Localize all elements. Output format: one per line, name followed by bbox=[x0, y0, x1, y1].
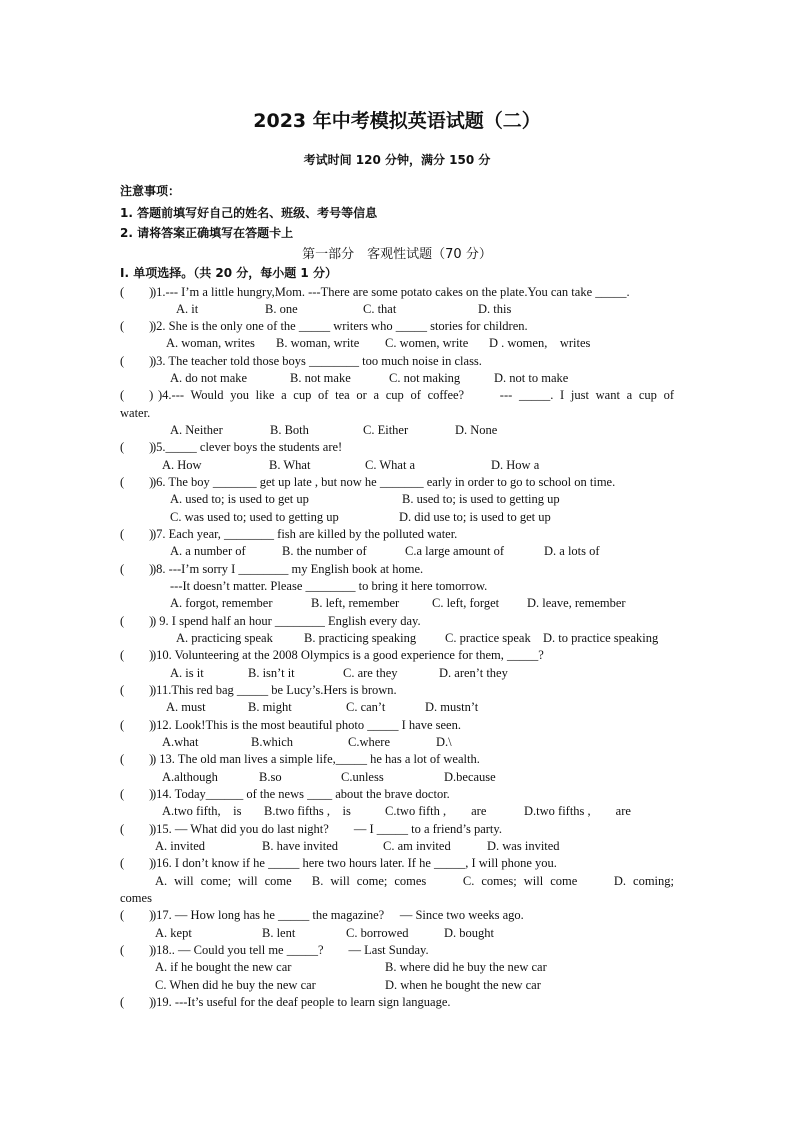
answer-blank: ( ) bbox=[120, 440, 154, 454]
question-4-continued bbox=[0, 405, 794, 422]
option-a: A. used to; is used to get up bbox=[170, 492, 309, 506]
option-a: A. kept bbox=[155, 926, 192, 940]
option-d: D.two fifths , are bbox=[524, 804, 631, 818]
option-c: C. left, forget bbox=[432, 596, 500, 610]
option-b: B. have invited bbox=[262, 839, 339, 853]
question-15-options bbox=[0, 838, 794, 855]
answer-blank: ( ) bbox=[120, 388, 154, 402]
question-2-options bbox=[0, 335, 794, 352]
answer-blank: ( ) bbox=[120, 822, 154, 836]
question-13-options bbox=[0, 769, 794, 786]
option-b: B. one bbox=[265, 302, 298, 316]
question-16-options bbox=[0, 873, 794, 890]
question-16-continued bbox=[0, 890, 794, 907]
option-c: C.unless bbox=[341, 770, 384, 784]
question-stem: )16. I don’t know if he _____ here two hours later. If he _____, I will phone you. bbox=[152, 856, 557, 870]
option-b: B. Both bbox=[270, 423, 309, 437]
question-16 bbox=[0, 855, 794, 872]
option-b: B.which bbox=[251, 735, 294, 749]
question-7 bbox=[0, 526, 794, 543]
question-11-options bbox=[0, 699, 794, 716]
answer-blank: ( ) bbox=[120, 995, 154, 1009]
part-title: 第一部分 客观性试题（70 分） bbox=[302, 247, 492, 262]
answer-blank: ( ) bbox=[120, 614, 154, 628]
question-17-options bbox=[0, 925, 794, 942]
question-stem: )1.--- I’m a little hungry,Mom. ---There are some potato cakes on the plate.You can take _____. bbox=[152, 285, 630, 299]
answer-blank: ( ) bbox=[120, 285, 154, 299]
question-8 bbox=[0, 561, 794, 578]
option-b: B. isn’t it bbox=[248, 666, 295, 680]
option-b: B.so bbox=[259, 770, 282, 784]
question-2 bbox=[0, 318, 794, 335]
question-4-options bbox=[0, 422, 794, 439]
option-d: D. How a bbox=[491, 458, 540, 472]
option-c: C. Either bbox=[363, 423, 409, 437]
option-a: A. forgot, remember bbox=[170, 596, 273, 610]
option-d: D. bought bbox=[444, 926, 494, 940]
question-stem: )12. Look!This is the most beautiful photo _____ I have seen. bbox=[152, 718, 461, 732]
question-9-options bbox=[0, 630, 794, 647]
question-18 bbox=[0, 942, 794, 959]
question-stem: )10. Volunteering at the 2008 Olympics is a good experience for them, _____? bbox=[152, 648, 544, 662]
option-d: D. not to make bbox=[494, 371, 569, 385]
option-b: B. woman, write bbox=[276, 336, 360, 350]
option-a: A. invited bbox=[155, 839, 205, 853]
option-c: C. women, write bbox=[385, 336, 469, 350]
option-c: C.where bbox=[348, 735, 390, 749]
question-14-options bbox=[0, 803, 794, 820]
option-a: A. woman, writes bbox=[166, 336, 255, 350]
option-c: C. borrowed bbox=[346, 926, 409, 940]
option-b: B.two fifths , is bbox=[264, 804, 351, 818]
question-stem: )18.. — Could you tell me _____? — Last Sunday. bbox=[152, 943, 429, 957]
option-d: D.because bbox=[444, 770, 496, 784]
option-a: A. if he bought the new car bbox=[155, 960, 292, 974]
question-17 bbox=[0, 907, 794, 924]
option-d: D. None bbox=[455, 423, 498, 437]
option-a: A.what bbox=[162, 735, 199, 749]
question-stem-continued: comes bbox=[120, 891, 152, 905]
question-stem: )5._____ clever boys the students are! bbox=[152, 440, 343, 454]
option-c: C. can’t bbox=[346, 700, 386, 714]
option-c: C. that bbox=[363, 302, 397, 316]
question-1-options bbox=[0, 301, 794, 318]
notes-heading: 注意事项： bbox=[120, 184, 181, 198]
answer-blank: ( ) bbox=[120, 562, 154, 576]
question-10 bbox=[0, 647, 794, 664]
question-19 bbox=[0, 994, 794, 1011]
page-title: 2023 年中考模拟英语试题（二） bbox=[253, 110, 541, 132]
option-c: C. When did he buy the new car bbox=[155, 978, 316, 992]
option-a: A.although bbox=[162, 770, 218, 784]
option-c: C. are they bbox=[343, 666, 398, 680]
option-d: D. aren’t they bbox=[439, 666, 508, 680]
option-d: D.\ bbox=[436, 735, 452, 749]
question-1 bbox=[0, 284, 794, 301]
answer-blank: ( ) bbox=[120, 648, 154, 662]
option-b: B. the number of bbox=[282, 544, 367, 558]
question-stem: ) 13. The old man lives a simple life,_____ he has a lot of wealth. bbox=[152, 752, 480, 766]
question-3-options bbox=[0, 370, 794, 387]
answer-blank: ( ) bbox=[120, 718, 154, 732]
question-stem-continued: water. bbox=[120, 406, 151, 420]
question-12 bbox=[0, 717, 794, 734]
answer-blank: ( ) bbox=[120, 943, 154, 957]
question-stem: )15. — What did you do last night? — I _____ to a friend’s party. bbox=[152, 822, 502, 836]
question-11 bbox=[0, 682, 794, 699]
question-10-options bbox=[0, 665, 794, 682]
question-6-options-2 bbox=[0, 509, 794, 526]
option-c: C. What a bbox=[365, 458, 416, 472]
option-b: B. What bbox=[269, 458, 311, 472]
option-b: B. left, remember bbox=[311, 596, 400, 610]
option-b: B. used to; is used to getting up bbox=[402, 492, 560, 506]
option-a: A. Neither bbox=[170, 423, 223, 437]
question-16-option-line: A. will come; will come B. will come; comes C. comes; will come D. coming; bbox=[155, 874, 674, 888]
option-d: D. to practice speaking bbox=[543, 631, 659, 645]
answer-blank: ( ) bbox=[120, 908, 154, 922]
option-a: A. How bbox=[162, 458, 202, 472]
option-c: C. not making bbox=[389, 371, 461, 385]
option-c: C. was used to; used to getting up bbox=[170, 510, 339, 524]
option-d: D. was invited bbox=[487, 839, 560, 853]
option-a: A. do not make bbox=[170, 371, 248, 385]
question-12-options bbox=[0, 734, 794, 751]
note-item: 2. 请将答案正确填写在答题卡上 bbox=[120, 226, 294, 240]
question-5 bbox=[0, 439, 794, 456]
option-a: A. practicing speak bbox=[176, 631, 273, 645]
question-stem: )19. ---It’s useful for the deaf people to learn sign language. bbox=[152, 995, 451, 1009]
option-b: B. might bbox=[248, 700, 292, 714]
question-5-options bbox=[0, 457, 794, 474]
question-18-options-2 bbox=[0, 977, 794, 994]
option-d: D. when he bought the new car bbox=[385, 978, 541, 992]
option-b: B. not make bbox=[290, 371, 351, 385]
question-stem: )6. The boy _______ get up late , but now he _______ early in order to go to school on time. bbox=[152, 475, 616, 489]
answer-blank: ( ) bbox=[120, 856, 154, 870]
question-stem: )8. ---I’m sorry I ________ my English book at home. bbox=[152, 562, 424, 576]
question-13 bbox=[0, 751, 794, 768]
question-18-options bbox=[0, 959, 794, 976]
option-d: D. leave, remember bbox=[527, 596, 626, 610]
question-stem: )4.--- Would you like a cup of tea or a cup of coffee? --- _____. I just want a cup of bbox=[158, 388, 674, 402]
question-6-options bbox=[0, 491, 794, 508]
option-b: B. practicing speaking bbox=[304, 631, 417, 645]
answer-blank: ( ) bbox=[120, 527, 154, 541]
question-stem: )2. She is the only one of the _____ writers who _____ stories for children. bbox=[152, 319, 528, 333]
question-stem-line-2: ---It doesn’t matter. Please ________ to bring it here tomorrow. bbox=[170, 579, 488, 593]
exam-duration: 考试时间 120 分钟，满分 150 分 bbox=[303, 153, 491, 167]
question-14 bbox=[0, 786, 794, 803]
question-3 bbox=[0, 353, 794, 370]
option-b: B. where did he buy the new car bbox=[385, 960, 547, 974]
answer-blank: ( ) bbox=[120, 354, 154, 368]
answer-blank: ( ) bbox=[120, 683, 154, 697]
option-d: D. did use to; is used to get up bbox=[399, 510, 551, 524]
question-8-options bbox=[0, 595, 794, 612]
note-item: 1. 答题前填写好自己的姓名、班级、考号等信息 bbox=[120, 206, 378, 220]
question-15 bbox=[0, 821, 794, 838]
option-d: D. mustn’t bbox=[425, 700, 479, 714]
option-a: A. it bbox=[176, 302, 199, 316]
option-c: C. am invited bbox=[383, 839, 451, 853]
option-c: C.a large amount of bbox=[405, 544, 505, 558]
option-a: A.two fifth, is bbox=[162, 804, 242, 818]
option-b: B. lent bbox=[262, 926, 296, 940]
option-c: C.two fifth , are bbox=[385, 804, 487, 818]
question-stem: ) 9. I spend half an hour ________ English every day. bbox=[152, 614, 421, 628]
option-d: D . women, writes bbox=[489, 336, 591, 350]
question-stem: )3. The teacher told those boys ________ too much noise in class. bbox=[152, 354, 482, 368]
question-8-line-2 bbox=[0, 578, 794, 595]
answer-blank: ( ) bbox=[120, 475, 154, 489]
option-a: A. a number of bbox=[170, 544, 246, 558]
question-9 bbox=[0, 613, 794, 630]
question-stem: )7. Each year, ________ fish are killed by the polluted water. bbox=[152, 527, 458, 541]
question-stem: )11.This red bag _____ be Lucy’s.Hers is brown. bbox=[152, 683, 397, 697]
question-7-options bbox=[0, 543, 794, 560]
question-stem: )14. Today______ of the news ____ about the brave doctor. bbox=[152, 787, 450, 801]
option-a: A. is it bbox=[170, 666, 204, 680]
option-d: D. a lots of bbox=[544, 544, 600, 558]
section-title: Ⅰ. 单项选择。（共 20 分，每小题 1 分） bbox=[120, 266, 337, 280]
answer-blank: ( ) bbox=[120, 319, 154, 333]
question-6 bbox=[0, 474, 794, 491]
question-stem: )17. — How long has he _____ the magazine? — Since two weeks ago. bbox=[152, 908, 524, 922]
answer-blank: ( ) bbox=[120, 787, 154, 801]
option-c: C. practice speak bbox=[445, 631, 531, 645]
question-4 bbox=[0, 387, 794, 404]
option-a: A. must bbox=[166, 700, 206, 714]
answer-blank: ( ) bbox=[120, 752, 154, 766]
option-d: D. this bbox=[478, 302, 512, 316]
